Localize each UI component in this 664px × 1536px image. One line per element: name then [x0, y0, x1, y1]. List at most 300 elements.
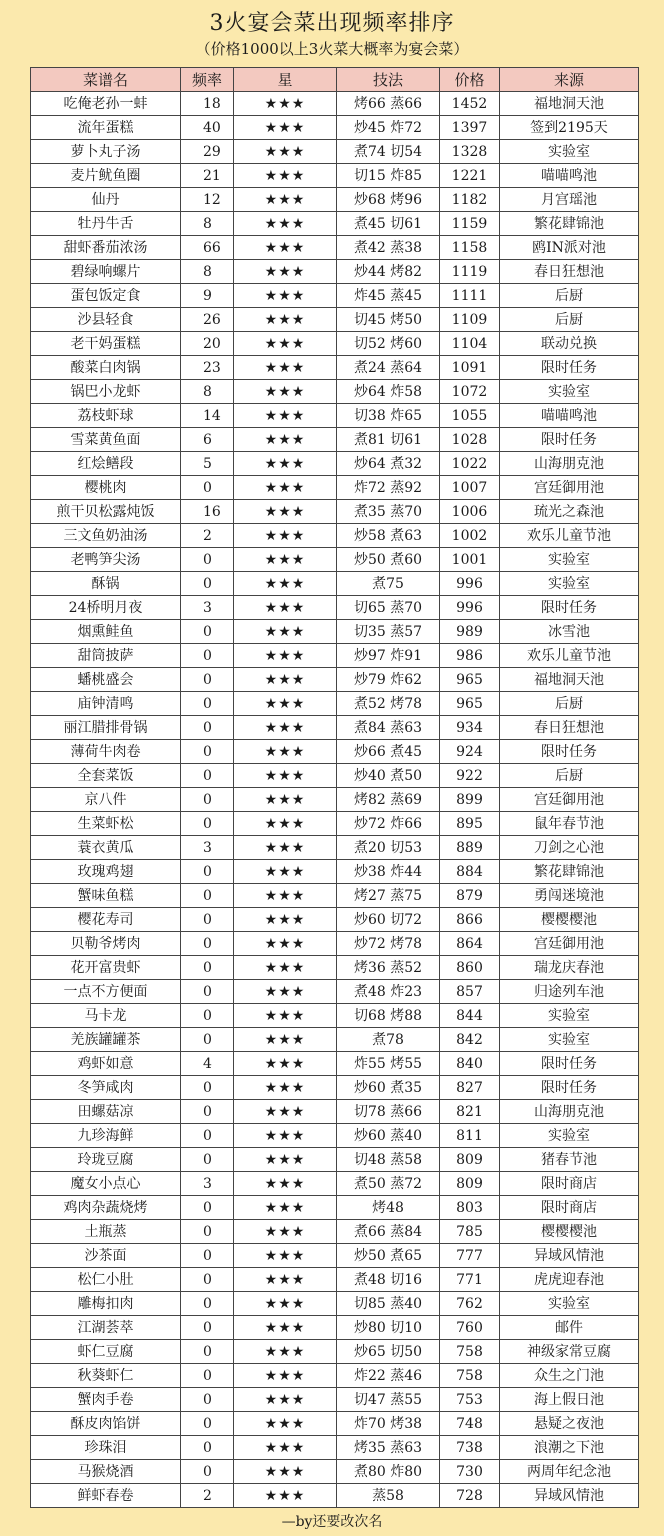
cell-skills: 煮84 蒸63: [337, 716, 440, 740]
cell-price: 866: [440, 908, 500, 932]
cell-source: 限时任务: [500, 596, 639, 620]
cell-skills: 炒65 切50: [337, 1340, 440, 1364]
table-row: [31, 1388, 639, 1412]
cell-skills: 烤66 蒸66: [337, 92, 440, 116]
cell-price: 1104: [440, 332, 500, 356]
page-title: 3火宴会菜出现频率排序: [209, 11, 455, 36]
cell-frequency: 0: [181, 1244, 234, 1268]
cell-frequency: 18: [181, 92, 234, 116]
cell-skills: 炒97 炸91: [337, 644, 440, 668]
cell-frequency: 0: [181, 908, 234, 932]
cell-stars: ★★★: [234, 236, 337, 260]
cell-recipe-name: 花开富贵虾: [31, 956, 181, 980]
cell-source: 限时任务: [500, 428, 639, 452]
table-row: [31, 740, 639, 764]
cell-recipe-name: 老干妈蛋糕: [31, 332, 181, 356]
table-row: [31, 764, 639, 788]
cell-source: 众生之门池: [500, 1364, 639, 1388]
cell-recipe-name: 煎干贝松露炖饭: [31, 500, 181, 524]
cell-frequency: 8: [181, 260, 234, 284]
table-row: [31, 380, 639, 404]
table-row: [31, 1292, 639, 1316]
table-row: [31, 620, 639, 644]
cell-skills: 切65 蒸70: [337, 596, 440, 620]
cell-price: 884: [440, 860, 500, 884]
cell-recipe-name: 24桥明月夜: [31, 596, 181, 620]
cell-source: 春日狂想池: [500, 716, 639, 740]
cell-frequency: 6: [181, 428, 234, 452]
cell-recipe-name: 虾仁豆腐: [31, 1340, 181, 1364]
cell-frequency: 0: [181, 548, 234, 572]
cell-skills: 切85 蒸40: [337, 1292, 440, 1316]
cell-frequency: 8: [181, 380, 234, 404]
cell-skills: 切15 炸85: [337, 164, 440, 188]
cell-price: 1221: [440, 164, 500, 188]
table-row: [31, 356, 639, 380]
cell-price: 1119: [440, 260, 500, 284]
table-row: [31, 932, 639, 956]
cell-price: 842: [440, 1028, 500, 1052]
cell-price: 1007: [440, 476, 500, 500]
cell-price: 1072: [440, 380, 500, 404]
cell-skills: 炸45 蒸45: [337, 284, 440, 308]
cell-stars: ★★★: [234, 1292, 337, 1316]
cell-skills: 炒60 煮35: [337, 1076, 440, 1100]
cell-source: 后厨: [500, 764, 639, 788]
cell-price: 728: [440, 1484, 500, 1508]
cell-source: 福地洞天池: [500, 92, 639, 116]
cell-skills: 炒64 炸58: [337, 380, 440, 404]
cell-price: 1158: [440, 236, 500, 260]
table-row: [31, 1244, 639, 1268]
cell-recipe-name: 甜筒披萨: [31, 644, 181, 668]
cell-frequency: 0: [181, 1388, 234, 1412]
cell-price: 924: [440, 740, 500, 764]
cell-skills: 切45 烤50: [337, 308, 440, 332]
table-row: [31, 596, 639, 620]
cell-stars: ★★★: [234, 596, 337, 620]
cell-stars: ★★★: [234, 1316, 337, 1340]
cell-stars: ★★★: [234, 1052, 337, 1076]
cell-source: 限时商店: [500, 1196, 639, 1220]
cell-recipe-name: 鲜虾春卷: [31, 1484, 181, 1508]
cell-stars: ★★★: [234, 620, 337, 644]
cell-frequency: 0: [181, 1076, 234, 1100]
cell-recipe-name: 麦片鱿鱼圈: [31, 164, 181, 188]
cell-source: 勇闯迷境池: [500, 884, 639, 908]
header-source: 来源: [500, 68, 639, 92]
cell-stars: ★★★: [234, 1484, 337, 1508]
cell-skills: 炒50 煮65: [337, 1244, 440, 1268]
cell-frequency: 0: [181, 812, 234, 836]
cell-frequency: 0: [181, 1292, 234, 1316]
cell-skills: 切78 蒸66: [337, 1100, 440, 1124]
cell-skills: 切35 蒸57: [337, 620, 440, 644]
table-row: [31, 908, 639, 932]
table-row: [31, 1196, 639, 1220]
cell-skills: 炒38 炸44: [337, 860, 440, 884]
table-row: [31, 548, 639, 572]
cell-source: 实验室: [500, 380, 639, 404]
cell-source: 春日狂想池: [500, 260, 639, 284]
cell-frequency: 0: [181, 860, 234, 884]
table-row: [31, 308, 639, 332]
cell-skills: 炒58 煮63: [337, 524, 440, 548]
cell-skills: 炒80 切10: [337, 1316, 440, 1340]
cell-frequency: 0: [181, 620, 234, 644]
cell-recipe-name: 京八件: [31, 788, 181, 812]
cell-skills: 切52 烤60: [337, 332, 440, 356]
cell-source: 冰雪池: [500, 620, 639, 644]
cell-price: 899: [440, 788, 500, 812]
cell-price: 934: [440, 716, 500, 740]
table-row: [31, 1004, 639, 1028]
cell-source: 联动兑换: [500, 332, 639, 356]
cell-price: 785: [440, 1220, 500, 1244]
table-row: [31, 140, 639, 164]
cell-recipe-name: 沙县轻食: [31, 308, 181, 332]
cell-skills: 切68 烤88: [337, 1004, 440, 1028]
cell-skills: 烤36 蒸52: [337, 956, 440, 980]
table-row: [31, 644, 639, 668]
cell-frequency: 0: [181, 1460, 234, 1484]
cell-frequency: 14: [181, 404, 234, 428]
cell-stars: ★★★: [234, 1004, 337, 1028]
cell-skills: 炒45 炸72: [337, 116, 440, 140]
cell-source: 后厨: [500, 692, 639, 716]
cell-recipe-name: 蓑衣黄瓜: [31, 836, 181, 860]
cell-frequency: 0: [181, 1220, 234, 1244]
cell-frequency: 0: [181, 1004, 234, 1028]
cell-source: 琉光之森池: [500, 500, 639, 524]
cell-stars: ★★★: [234, 284, 337, 308]
cell-frequency: 0: [181, 1316, 234, 1340]
cell-skills: 煮75: [337, 572, 440, 596]
cell-price: 1002: [440, 524, 500, 548]
cell-frequency: 0: [181, 1196, 234, 1220]
table-body: [31, 92, 639, 1508]
cell-source: 后厨: [500, 308, 639, 332]
cell-frequency: 0: [181, 1340, 234, 1364]
cell-stars: ★★★: [234, 836, 337, 860]
cell-recipe-name: 贝勒爷烤肉: [31, 932, 181, 956]
table-row: [31, 1220, 639, 1244]
table-row: [31, 812, 639, 836]
cell-recipe-name: 冬笋咸肉: [31, 1076, 181, 1100]
cell-frequency: 9: [181, 284, 234, 308]
cell-frequency: 0: [181, 476, 234, 500]
cell-source: 喵喵鸣池: [500, 164, 639, 188]
table-row: [31, 164, 639, 188]
table-row: [31, 788, 639, 812]
cell-stars: ★★★: [234, 1340, 337, 1364]
cell-source: 山海朋克池: [500, 452, 639, 476]
cell-recipe-name: 土瓶蒸: [31, 1220, 181, 1244]
cell-price: 1022: [440, 452, 500, 476]
table-row: [31, 884, 639, 908]
cell-stars: ★★★: [234, 452, 337, 476]
table-row: [31, 836, 639, 860]
cell-skills: 炸55 烤55: [337, 1052, 440, 1076]
cell-skills: 煮45 切61: [337, 212, 440, 236]
cell-recipe-name: 秋葵虾仁: [31, 1364, 181, 1388]
cell-recipe-name: 松仁小肚: [31, 1268, 181, 1292]
cell-price: 760: [440, 1316, 500, 1340]
cell-frequency: 0: [181, 1100, 234, 1124]
cell-stars: ★★★: [234, 956, 337, 980]
table-row: [31, 1124, 639, 1148]
cell-price: 1055: [440, 404, 500, 428]
cell-skills: 煮66 蒸84: [337, 1220, 440, 1244]
cell-recipe-name: 马卡龙: [31, 1004, 181, 1028]
cell-stars: ★★★: [234, 692, 337, 716]
table-header-row: [31, 68, 639, 92]
cell-frequency: 16: [181, 500, 234, 524]
cell-price: 1397: [440, 116, 500, 140]
cell-skills: 煮80 炸80: [337, 1460, 440, 1484]
cell-stars: ★★★: [234, 644, 337, 668]
cell-price: 889: [440, 836, 500, 860]
cell-frequency: 0: [181, 884, 234, 908]
cell-price: 965: [440, 668, 500, 692]
cell-price: 986: [440, 644, 500, 668]
cell-recipe-name: 蟹肉手卷: [31, 1388, 181, 1412]
cell-stars: ★★★: [234, 1460, 337, 1484]
cell-source: 樱樱樱池: [500, 1220, 639, 1244]
table-row: [31, 452, 639, 476]
cell-stars: ★★★: [234, 788, 337, 812]
cell-frequency: 0: [181, 644, 234, 668]
cell-source: 鼠年春节池: [500, 812, 639, 836]
cell-source: 繁花肆锦池: [500, 860, 639, 884]
cell-skills: 切47 蒸55: [337, 1388, 440, 1412]
cell-stars: ★★★: [234, 1364, 337, 1388]
cell-source: 神级家常豆腐: [500, 1340, 639, 1364]
cell-price: 844: [440, 1004, 500, 1028]
cell-frequency: 2: [181, 1484, 234, 1508]
cell-price: 1006: [440, 500, 500, 524]
cell-source: 海上假日池: [500, 1388, 639, 1412]
header-frequency: 频率: [181, 68, 234, 92]
cell-price: 748: [440, 1412, 500, 1436]
cell-skills: 切48 蒸58: [337, 1148, 440, 1172]
cell-skills: 炒60 切72: [337, 908, 440, 932]
cell-stars: ★★★: [234, 1436, 337, 1460]
cell-source: 鸥IN派对池: [500, 236, 639, 260]
cell-recipe-name: 雕梅扣肉: [31, 1292, 181, 1316]
table-row: [31, 1316, 639, 1340]
cell-frequency: 21: [181, 164, 234, 188]
cell-price: 1091: [440, 356, 500, 380]
cell-source: 限时商店: [500, 1172, 639, 1196]
cell-source: 山海朋克池: [500, 1100, 639, 1124]
cell-source: 后厨: [500, 284, 639, 308]
cell-skills: 炒50 煮60: [337, 548, 440, 572]
cell-stars: ★★★: [234, 716, 337, 740]
cell-source: 限时任务: [500, 740, 639, 764]
cell-frequency: 0: [181, 740, 234, 764]
cell-frequency: 0: [181, 572, 234, 596]
cell-source: 实验室: [500, 1028, 639, 1052]
cell-stars: ★★★: [234, 1076, 337, 1100]
cell-recipe-name: 羌族罐罐茶: [31, 1028, 181, 1052]
cell-frequency: 0: [181, 716, 234, 740]
cell-frequency: 4: [181, 1052, 234, 1076]
cell-skills: 煮81 切61: [337, 428, 440, 452]
cell-stars: ★★★: [234, 1172, 337, 1196]
cell-price: 738: [440, 1436, 500, 1460]
cell-stars: ★★★: [234, 812, 337, 836]
cell-source: 浪潮之下池: [500, 1436, 639, 1460]
cell-recipe-name: 樱花寿司: [31, 908, 181, 932]
table-row: [31, 404, 639, 428]
cell-skills: 炒72 烤78: [337, 932, 440, 956]
cell-price: 1159: [440, 212, 500, 236]
table-row: [31, 1028, 639, 1052]
cell-frequency: 0: [181, 1268, 234, 1292]
table-row: [31, 188, 639, 212]
cell-frequency: 0: [181, 1436, 234, 1460]
cell-recipe-name: 马猴烧酒: [31, 1460, 181, 1484]
table-row: [31, 284, 639, 308]
cell-stars: ★★★: [234, 884, 337, 908]
cell-skills: 煮78: [337, 1028, 440, 1052]
cell-skills: 炒79 炸62: [337, 668, 440, 692]
table-row: [31, 1364, 639, 1388]
cell-recipe-name: 牡丹牛舌: [31, 212, 181, 236]
cell-source: 实验室: [500, 140, 639, 164]
cell-stars: ★★★: [234, 188, 337, 212]
recipe-table: [30, 67, 639, 1508]
table-row: [31, 860, 639, 884]
cell-price: 777: [440, 1244, 500, 1268]
cell-source: 两周年纪念池: [500, 1460, 639, 1484]
cell-skills: 炒64 煮32: [337, 452, 440, 476]
cell-frequency: 29: [181, 140, 234, 164]
cell-frequency: 0: [181, 692, 234, 716]
cell-recipe-name: 老鸭笋尖汤: [31, 548, 181, 572]
cell-recipe-name: 蟠桃盛会: [31, 668, 181, 692]
cell-recipe-name: 玲珑豆腐: [31, 1148, 181, 1172]
cell-recipe-name: 萝卜丸子汤: [31, 140, 181, 164]
table-row: [31, 1268, 639, 1292]
table-row: [31, 980, 639, 1004]
author-signature: —by还要改次名: [281, 1514, 383, 1530]
cell-source: 宫廷御用池: [500, 476, 639, 500]
cell-skills: 炒60 蒸40: [337, 1124, 440, 1148]
cell-stars: ★★★: [234, 476, 337, 500]
cell-skills: 切38 炸65: [337, 404, 440, 428]
cell-source: 归途列车池: [500, 980, 639, 1004]
cell-source: 欢乐儿童节池: [500, 524, 639, 548]
cell-price: 864: [440, 932, 500, 956]
cell-skills: 烤82 蒸69: [337, 788, 440, 812]
cell-frequency: 3: [181, 1172, 234, 1196]
cell-recipe-name: 鸡虾如意: [31, 1052, 181, 1076]
cell-stars: ★★★: [234, 524, 337, 548]
cell-recipe-name: 庙钟清鸣: [31, 692, 181, 716]
table-row: [31, 524, 639, 548]
cell-frequency: 0: [181, 764, 234, 788]
cell-frequency: 0: [181, 932, 234, 956]
cell-price: 1001: [440, 548, 500, 572]
cell-skills: 烤35 蒸63: [337, 1436, 440, 1460]
cell-recipe-name: 九珍海鲜: [31, 1124, 181, 1148]
table-row: [31, 92, 639, 116]
cell-recipe-name: 生菜虾松: [31, 812, 181, 836]
cell-stars: ★★★: [234, 1148, 337, 1172]
cell-frequency: 23: [181, 356, 234, 380]
cell-skills: 烤27 蒸75: [337, 884, 440, 908]
cell-stars: ★★★: [234, 1412, 337, 1436]
table-row: [31, 500, 639, 524]
cell-source: 签到2195天: [500, 116, 639, 140]
cell-frequency: 66: [181, 236, 234, 260]
cell-frequency: 3: [181, 836, 234, 860]
cell-price: 809: [440, 1172, 500, 1196]
cell-price: 753: [440, 1388, 500, 1412]
cell-frequency: 8: [181, 212, 234, 236]
table-row: [31, 260, 639, 284]
table-row: [31, 1484, 639, 1508]
table-row: [31, 692, 639, 716]
cell-source: 欢乐儿童节池: [500, 644, 639, 668]
cell-recipe-name: 荔枝虾球: [31, 404, 181, 428]
cell-skills: 煮24 蒸64: [337, 356, 440, 380]
cell-recipe-name: 酥锅: [31, 572, 181, 596]
table-row: [31, 716, 639, 740]
cell-price: 827: [440, 1076, 500, 1100]
cell-skills: 煮74 切54: [337, 140, 440, 164]
cell-price: 895: [440, 812, 500, 836]
cell-frequency: 0: [181, 956, 234, 980]
cell-stars: ★★★: [234, 380, 337, 404]
cell-recipe-name: 樱桃肉: [31, 476, 181, 500]
cell-stars: ★★★: [234, 140, 337, 164]
cell-skills: 煮35 蒸70: [337, 500, 440, 524]
cell-stars: ★★★: [234, 932, 337, 956]
cell-skills: 煮48 切16: [337, 1268, 440, 1292]
cell-stars: ★★★: [234, 212, 337, 236]
cell-recipe-name: 锅巴小龙虾: [31, 380, 181, 404]
table-row: [31, 572, 639, 596]
cell-price: 1028: [440, 428, 500, 452]
cell-recipe-name: 雪菜黄鱼面: [31, 428, 181, 452]
table-row: [31, 428, 639, 452]
cell-price: 989: [440, 620, 500, 644]
cell-recipe-name: 薄荷牛肉卷: [31, 740, 181, 764]
cell-recipe-name: 田螺菇凉: [31, 1100, 181, 1124]
cell-recipe-name: 蟹味鱼糕: [31, 884, 181, 908]
cell-stars: ★★★: [234, 1388, 337, 1412]
cell-recipe-name: 三文鱼奶油汤: [31, 524, 181, 548]
cell-price: 762: [440, 1292, 500, 1316]
cell-source: 喵喵鸣池: [500, 404, 639, 428]
cell-price: 1182: [440, 188, 500, 212]
cell-source: 悬疑之夜池: [500, 1412, 639, 1436]
table-row: [31, 1436, 639, 1460]
cell-recipe-name: 吃俺老孙一蚌: [31, 92, 181, 116]
cell-stars: ★★★: [234, 1220, 337, 1244]
table-row: [31, 668, 639, 692]
cell-stars: ★★★: [234, 1268, 337, 1292]
cell-frequency: 0: [181, 1412, 234, 1436]
cell-source: 限时任务: [500, 1052, 639, 1076]
cell-stars: ★★★: [234, 572, 337, 596]
cell-source: 虎虎迎春池: [500, 1268, 639, 1292]
cell-source: 异域风情池: [500, 1484, 639, 1508]
cell-price: 860: [440, 956, 500, 980]
